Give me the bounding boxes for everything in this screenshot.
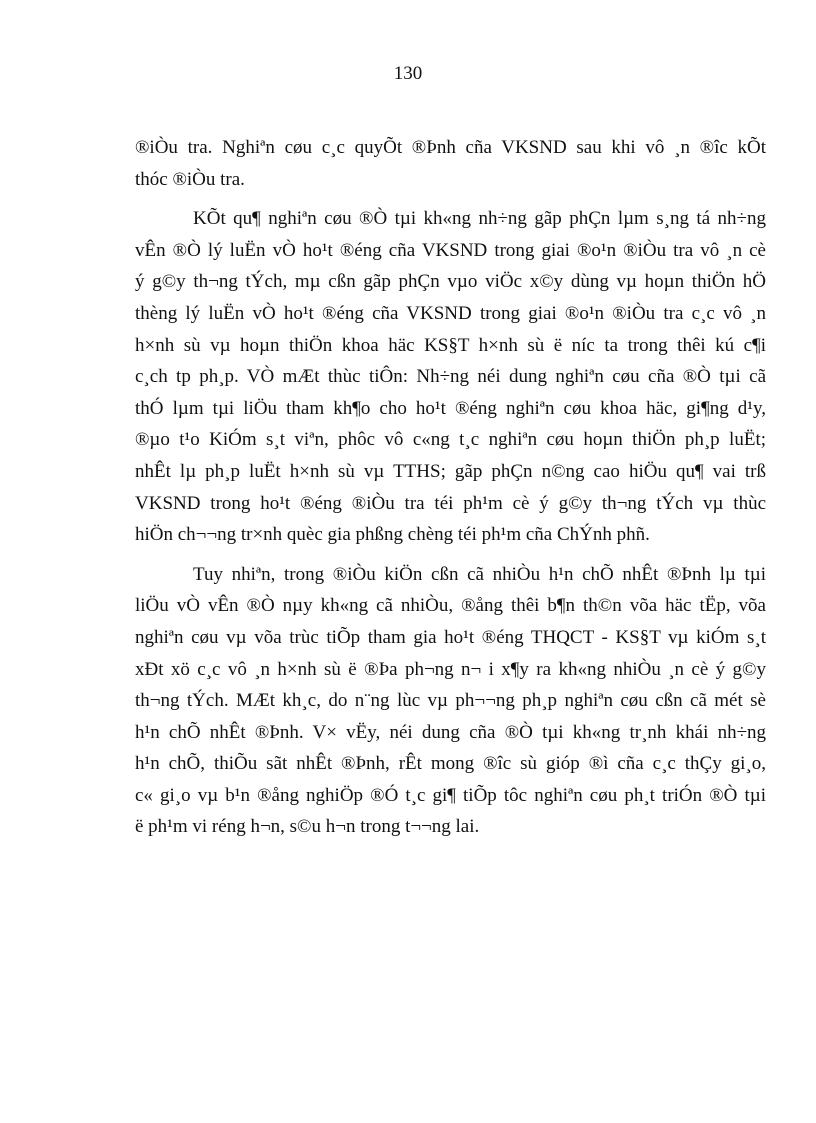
- text-line: ®iÒu tra. Nghiªn cøu c¸c quyÕt ®Þnh cña VKSND sau khi vô ¸n ®îc kÕt: [135, 137, 766, 158]
- text-line: ®µo t¹o KiÓm s¸t viªn, phôc vô c«ng t¸c nghiªn cøu hoµn thiÖn ph¸p luËt;: [135, 429, 766, 451]
- page-number: 130: [393, 63, 423, 84]
- text-line: nhÊt lµ ph¸p luËt h×nh sù vµ TTHS; gãp phÇn n©ng cao hiÖu qu¶ vai trß: [135, 460, 766, 482]
- text-line: VKSND trong ho¹t ®éng ®iÒu tra téi ph¹m cè ý g©y th¬ng tÝch vµ thùc: [135, 492, 766, 514]
- text-line: h¹n chÕ nhÊt ®Þnh. V× vËy, néi dung cña ®Ò tµi kh«ng tr¸nh khái nh÷ng: [135, 721, 766, 743]
- text-line: thÓ lµm tµi liÖu tham kh¶o cho ho¹t ®éng nghiªn cøu khoa häc, gi¶ng d¹y,: [135, 397, 766, 419]
- text-line: c¸ch tp ph¸p. VÒ mÆt thùc tiÔn: Nh÷ng néi dung nghiªn cøu cña ®Ò tµi cã: [135, 366, 766, 388]
- text-line: th¬ng tÝch. MÆt kh¸c, do n¨ng lùc vµ ph¬¬ng ph¸p nghiªn cøu cßn cã mét sè: [135, 690, 766, 712]
- text-line: h¹n chÕ, thiÕu sãt nhÊt ®Þnh, rÊt mong ®îc sù gióp ®ì cña c¸c thÇy gi¸o,: [135, 753, 766, 775]
- body-text: [135, 132, 766, 851]
- text-line: liÖu vÒ vÊn ®Ò nµy kh«ng cã nhiÒu, ®ång thêi b¶n th©n võa häc tËp, võa: [135, 595, 766, 617]
- text-line: c« gi¸o vµ b¹n ®ång nghiÖp ®Ó t¸c gi¶ tiÕp tôc nghiªn cøu ph¸t triÓn ®Ò tµi: [135, 784, 766, 806]
- text-line: h×nh sù vµ hoµn thiÖn khoa häc KS§T h×nh sù ë níc ta trong thêi kú c¶i: [135, 334, 766, 356]
- paragraph-intro-continuation: [135, 132, 766, 195]
- text-line: KÕt qu¶ nghiªn cøu ®Ò tµi kh«ng nh÷ng gãp phÇn lµm s¸ng tá nh÷ng: [193, 208, 766, 230]
- text-line: xÐt xö c¸c vô ¸n h×nh sù ë ®Þa ph¬ng n¬ i x¶y ra kh«ng nhiÒu ¸n cè ý g©y: [135, 658, 766, 680]
- text-line: ë ph¹m vi réng h¬n, s©u h¬n trong t¬¬ng lai.: [135, 816, 480, 838]
- text-line: vÊn ®Ò lý luËn vÒ ho¹t ®éng cña VKSND trong giai ®o¹n ®iÒu tra vô ¸n cè: [135, 239, 766, 261]
- text-line: nghiªn cøu vµ võa trùc tiÕp tham gia ho¹t ®éng THQCT - KS§T vµ kiÓm s¸t: [135, 626, 766, 648]
- text-line: Tuy nhiªn, trong ®iÒu kiÖn cßn cã nhiÒu h¹n chÕ nhÊt ®Þnh lµ tµi: [193, 563, 766, 585]
- text-line: hiÖn ch¬¬ng tr×nh quèc gia phßng chèng téi ph¹m cña ChÝnh phñ.: [135, 524, 650, 546]
- paragraph-research-results: [135, 203, 766, 551]
- text-line: ý g©y th¬ng tÝch, mµ cßn gãp phÇn vµo viÖc x©y dùng vµ hoµn thiÖn hÖ: [135, 271, 766, 293]
- paragraph-limitations: [135, 559, 766, 843]
- text-line: thóc ®iÒu tra.: [135, 168, 245, 190]
- text-line: thèng lý luËn vÒ ho¹t ®éng cña VKSND trong giai ®o¹n ®iÒu tra c¸c vô ¸n: [135, 302, 766, 324]
